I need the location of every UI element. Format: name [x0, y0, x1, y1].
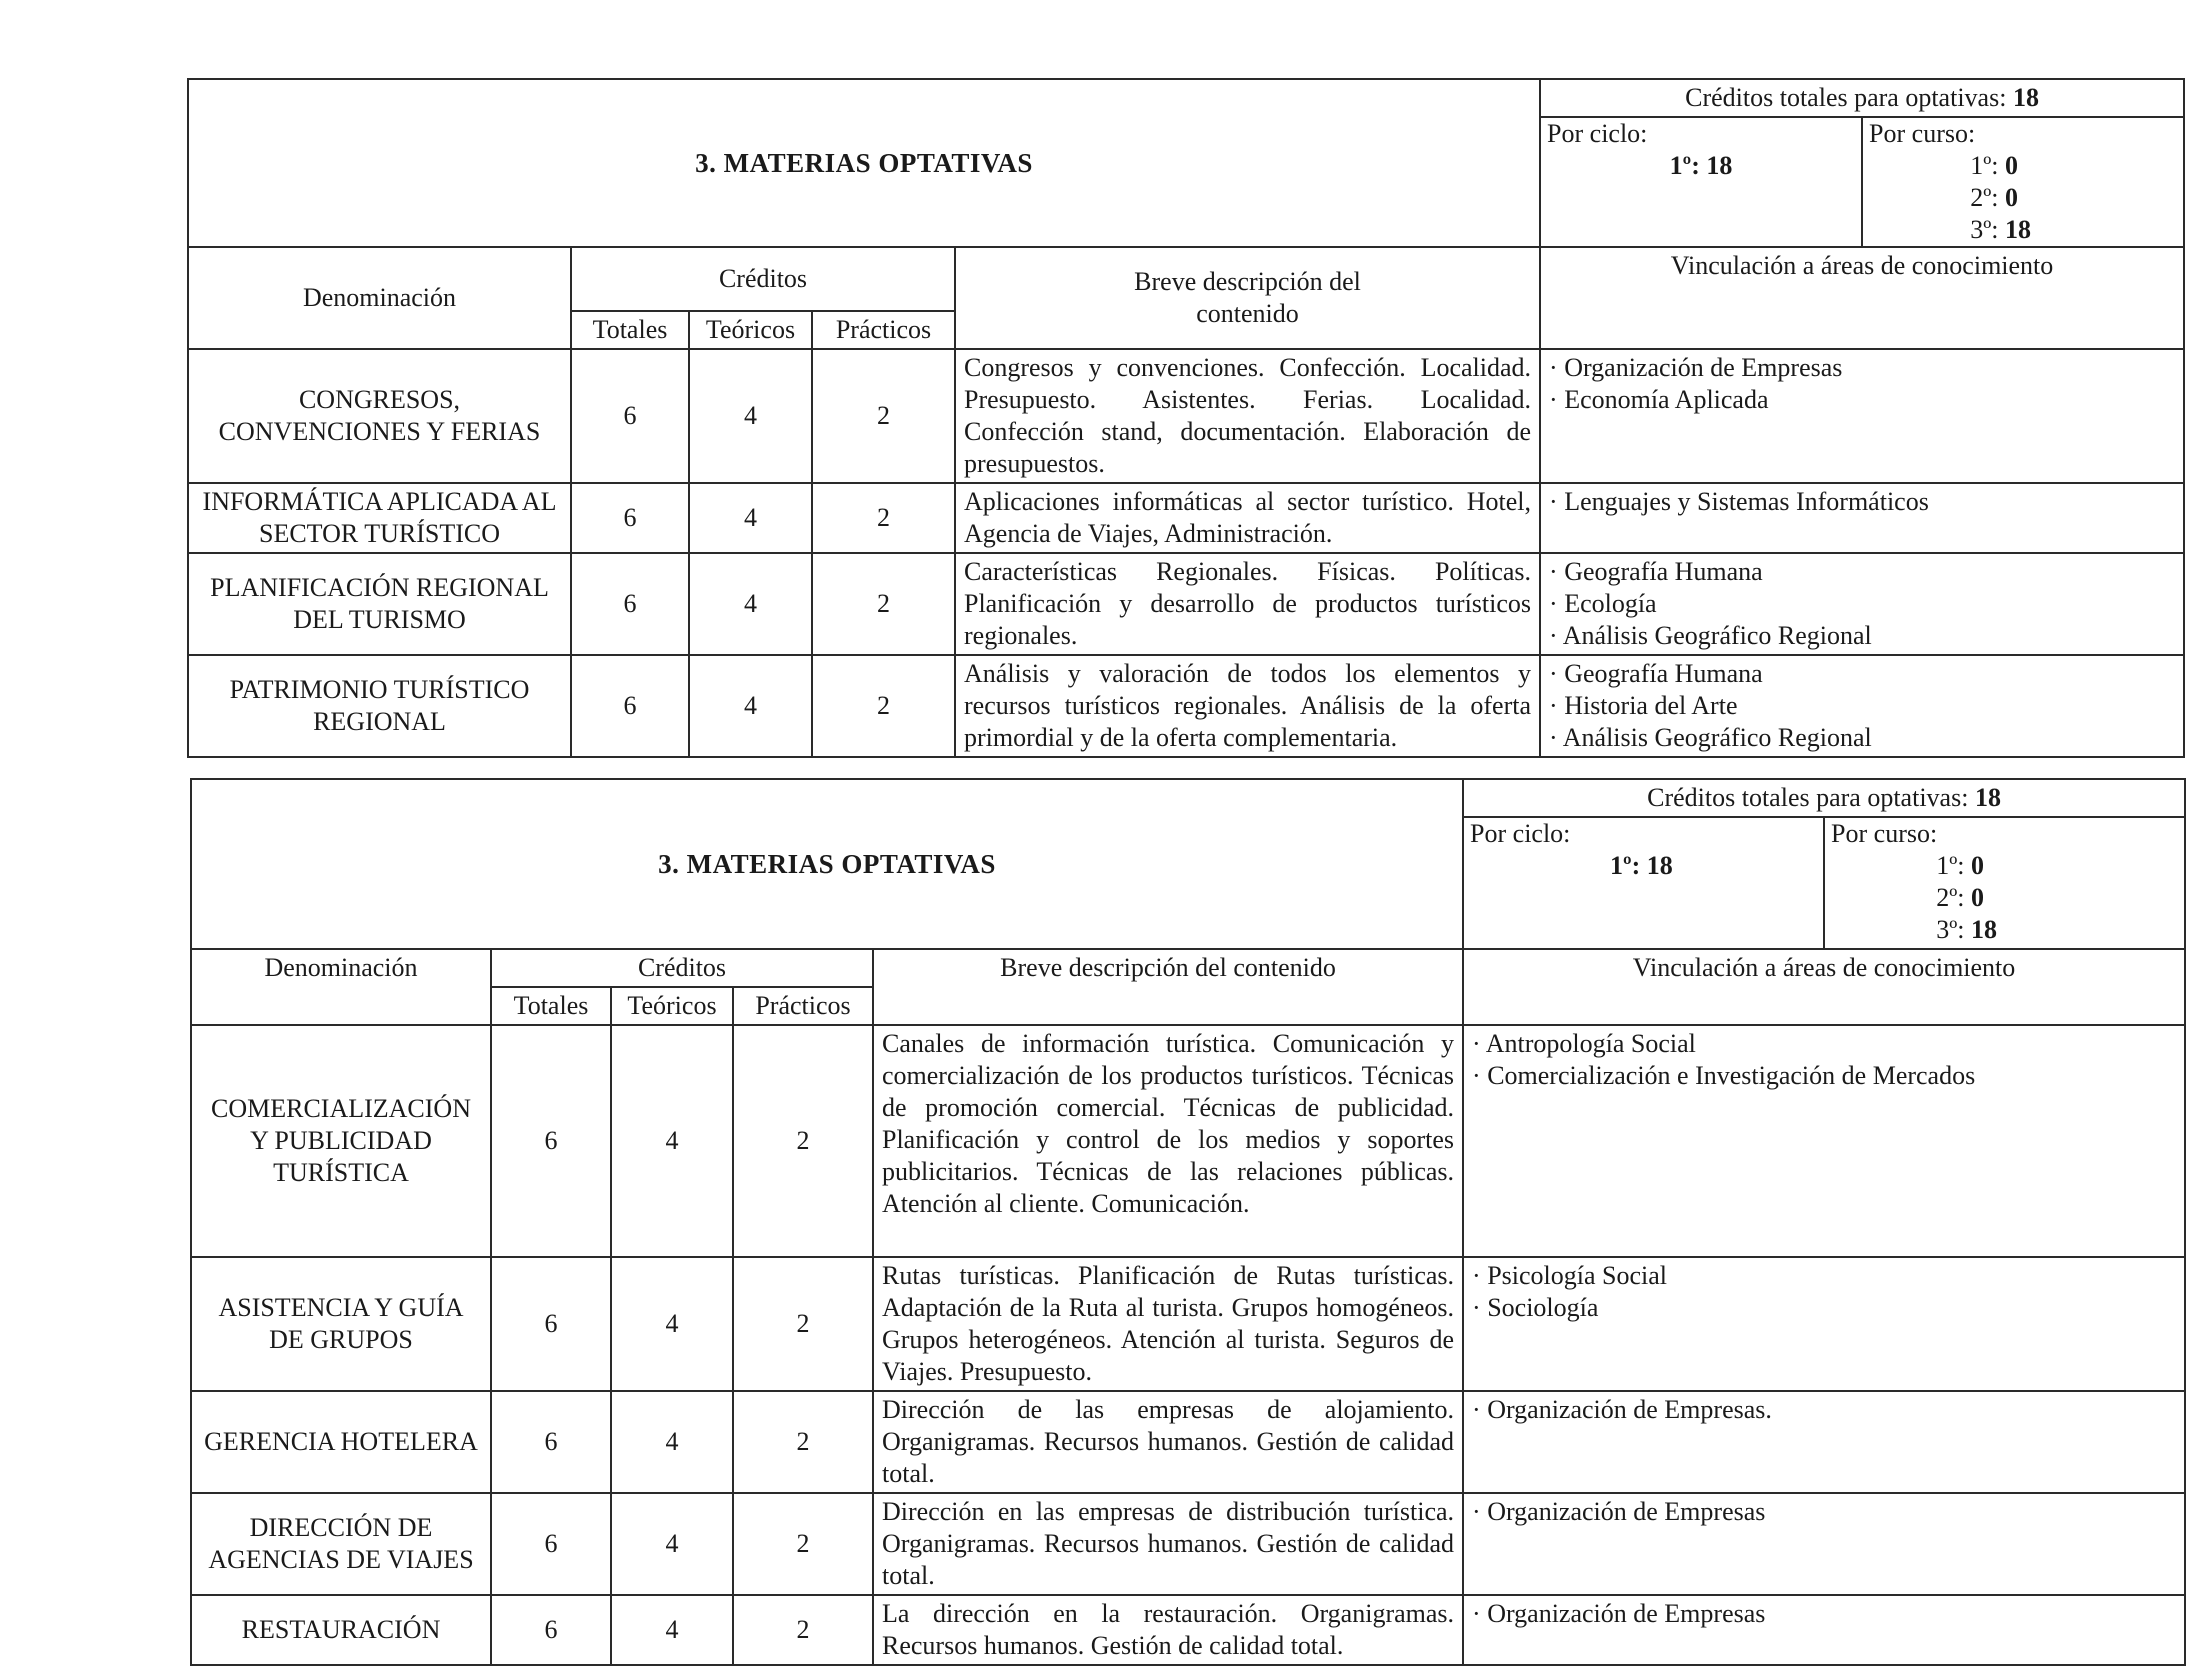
table-row [188, 349, 2184, 483]
table-row [191, 1493, 2185, 1595]
per-cycle-value: 1º: 18 [1669, 151, 1733, 180]
total-credits-value: 18 [1974, 783, 2001, 812]
subject-description: Análisis y valoración de todos los elementos y recursos turísticos regionales. Análisis de la oferta primordial y de la oferta complementaria. [955, 655, 1540, 757]
table-row [191, 1257, 2185, 1391]
optativas-table-1 [187, 78, 2185, 758]
total-credits-value: 18 [2012, 83, 2039, 112]
per-course-row: 2º: 0 [1970, 183, 2019, 212]
total-credits-label: Créditos totales para optativas: [1685, 83, 2007, 112]
per-cycle-value: 1º: 18 [1610, 851, 1673, 880]
area-item: · Organización de Empresas. [1472, 1395, 1772, 1424]
header-denominacion: Denominación [188, 247, 571, 349]
credits-teoricos: 4 [611, 1391, 733, 1493]
per-cycle [1541, 118, 1863, 246]
header-descripcion: Breve descripción del contenido [873, 949, 1463, 1025]
table-row [188, 655, 2184, 757]
header-teoricos: Teóricos [611, 987, 733, 1025]
subject-description: La dirección en la restauración. Organigramas. Recursos humanos. Gestión de calidad total. [873, 1595, 1463, 1665]
credits-totales: 6 [491, 1257, 611, 1391]
header-practicos: Prácticos [812, 311, 955, 349]
per-course-row: 1º: 0 [1970, 151, 2019, 180]
knowledge-areas [1540, 655, 2184, 757]
area-item: · Psicología Social [1472, 1261, 1668, 1290]
total-credits [1541, 80, 2183, 118]
total-credits [1464, 780, 2184, 818]
subject-name: INFORMÁTICA APLICADA AL SECTOR TURÍSTICO [188, 483, 571, 553]
credits-teoricos: 4 [689, 553, 812, 655]
knowledge-areas [1463, 1595, 2185, 1665]
area-item: · Ecología [1549, 589, 1657, 618]
credits-practicos: 2 [733, 1595, 873, 1665]
credits-practicos: 2 [812, 483, 955, 553]
header-creditos: Créditos [491, 949, 873, 987]
credits-practicos: 2 [812, 349, 955, 483]
credits-totales: 6 [571, 655, 689, 757]
subject-name: ASISTENCIA Y GUÍA DE GRUPOS [191, 1257, 491, 1391]
header-totales: Totales [571, 311, 689, 349]
table-row [191, 1595, 2185, 1665]
credits-totales: 6 [491, 1391, 611, 1493]
per-course-row: 2º: 0 [1936, 883, 1985, 912]
per-course [1825, 818, 2184, 948]
knowledge-areas [1540, 553, 2184, 655]
credits-practicos: 2 [733, 1257, 873, 1391]
table-title: 3. MATERIAS OPTATIVAS [191, 779, 1463, 949]
credits-practicos: 2 [733, 1025, 873, 1257]
table-row [188, 553, 2184, 655]
knowledge-areas [1540, 349, 2184, 483]
area-item: · Organización de Empresas [1549, 353, 1843, 382]
subject-name: RESTAURACIÓN [191, 1595, 491, 1665]
subject-name: CONGRESOS, CONVENCIONES Y FERIAS [188, 349, 571, 483]
per-course-label: Por curso: [1831, 819, 1938, 848]
knowledge-areas [1540, 483, 2184, 553]
per-course-label: Por curso: [1869, 119, 1976, 148]
per-cycle-label: Por ciclo: [1470, 819, 1571, 848]
credits-totales: 6 [571, 553, 689, 655]
optativas-table-2 [190, 778, 2186, 1666]
credits-teoricos: 4 [689, 483, 812, 553]
area-item: · Historia del Arte [1549, 691, 1738, 720]
per-cycle-label: Por ciclo: [1547, 119, 1648, 148]
header-practicos: Prácticos [733, 987, 873, 1025]
area-item: · Geografía Humana [1549, 659, 1763, 688]
credits-teoricos: 4 [611, 1257, 733, 1391]
credits-totales: 6 [571, 483, 689, 553]
credits-practicos: 2 [812, 553, 955, 655]
subject-description: Dirección de las empresas de alojamiento. Organigramas. Recursos humanos. Gestión de calidad total. [873, 1391, 1463, 1493]
subject-description: Aplicaciones informáticas al sector turístico. Hotel, Agencia de Viajes, Administración. [955, 483, 1540, 553]
credits-summary [1463, 779, 2185, 949]
credits-teoricos: 4 [611, 1493, 733, 1595]
credits-practicos: 2 [733, 1391, 873, 1493]
credits-practicos: 2 [733, 1493, 873, 1595]
header-vinculacion: Vinculación a áreas de conocimiento [1540, 247, 2184, 349]
credits-totales: 6 [491, 1595, 611, 1665]
credits-totales: 6 [491, 1493, 611, 1595]
knowledge-areas [1463, 1257, 2185, 1391]
subject-description: Características Regionales. Físicas. Políticas. Planificación y desarrollo de productos turísticos regionales. [955, 553, 1540, 655]
area-item: · Geografía Humana [1549, 557, 1763, 586]
area-item: · Sociología [1472, 1293, 1599, 1322]
credits-totales: 6 [491, 1025, 611, 1257]
subject-name: DIRECCIÓN DE AGENCIAS DE VIAJES [191, 1493, 491, 1595]
table-title: 3. MATERIAS OPTATIVAS [188, 79, 1540, 247]
area-item: · Organización de Empresas [1472, 1599, 1766, 1628]
header-totales: Totales [491, 987, 611, 1025]
subject-name: GERENCIA HOTELERA [191, 1391, 491, 1493]
credits-practicos: 2 [812, 655, 955, 757]
per-course-row: 3º: 18 [1936, 915, 1998, 944]
area-item: · Análisis Geográfico Regional [1549, 621, 1872, 650]
credits-teoricos: 4 [689, 349, 812, 483]
credits-teoricos: 4 [689, 655, 812, 757]
subject-description: Dirección en las empresas de distribución turística. Organigramas. Recursos humanos. Gestión de calidad total. [873, 1493, 1463, 1595]
area-item: · Economía Aplicada [1549, 385, 1769, 414]
credits-totales: 6 [571, 349, 689, 483]
subject-description: Rutas turísticas. Planificación de Rutas turísticas. Adaptación de la Ruta al turista. Grupos homogéneos. Grupos heterogéneos. Atención al turista. Seguros de Viajes. Presupuesto. [873, 1257, 1463, 1391]
header-teoricos: Teóricos [689, 311, 812, 349]
credits-teoricos: 4 [611, 1595, 733, 1665]
subject-name: COMERCIALIZACIÓN Y PUBLICIDAD TURÍSTICA [191, 1025, 491, 1257]
area-item: · Análisis Geográfico Regional [1549, 723, 1872, 752]
area-item: · Comercialización e Investigación de Mercados [1472, 1061, 1976, 1090]
per-course-row: 1º: 0 [1936, 851, 1985, 880]
per-cycle [1464, 818, 1825, 948]
total-credits-label: Créditos totales para optativas: [1647, 783, 1969, 812]
table-row [191, 1025, 2185, 1257]
header-creditos: Créditos [571, 247, 955, 311]
per-course [1863, 118, 2183, 246]
knowledge-areas [1463, 1493, 2185, 1595]
knowledge-areas [1463, 1025, 2185, 1257]
area-item: · Organización de Empresas [1472, 1497, 1766, 1526]
header-descripcion: Breve descripción del contenido [955, 247, 1540, 349]
area-item: · Lenguajes y Sistemas Informáticos [1549, 487, 1929, 516]
subject-description: Canales de información turística. Comunicación y comercialización de los productos turísticos. Técnicas de promoción comercial. Técnicas de publicidad. Planificación y control de los medios y soportes publicitarios. Técnicas de las relaciones públicas. Atención al cliente. Comunicación. [873, 1025, 1463, 1257]
header-vinculacion: Vinculación a áreas de conocimiento [1463, 949, 2185, 1025]
header-denominacion: Denominación [191, 949, 491, 1025]
subject-description: Congresos y convenciones. Confección. Localidad. Presupuesto. Asistentes. Ferias. Localidad. Confección stand, documentación. Elaboración de presupuestos. [955, 349, 1540, 483]
table-row [191, 1391, 2185, 1493]
subject-name: PLANIFICACIÓN REGIONAL DEL TURISMO [188, 553, 571, 655]
credits-teoricos: 4 [611, 1025, 733, 1257]
subject-name: PATRIMONIO TURÍSTICO REGIONAL [188, 655, 571, 757]
knowledge-areas [1463, 1391, 2185, 1493]
area-item: · Antropología Social [1472, 1029, 1696, 1058]
credits-summary [1540, 79, 2184, 247]
table-row [188, 483, 2184, 553]
per-course-row: 3º: 18 [1970, 215, 2032, 244]
